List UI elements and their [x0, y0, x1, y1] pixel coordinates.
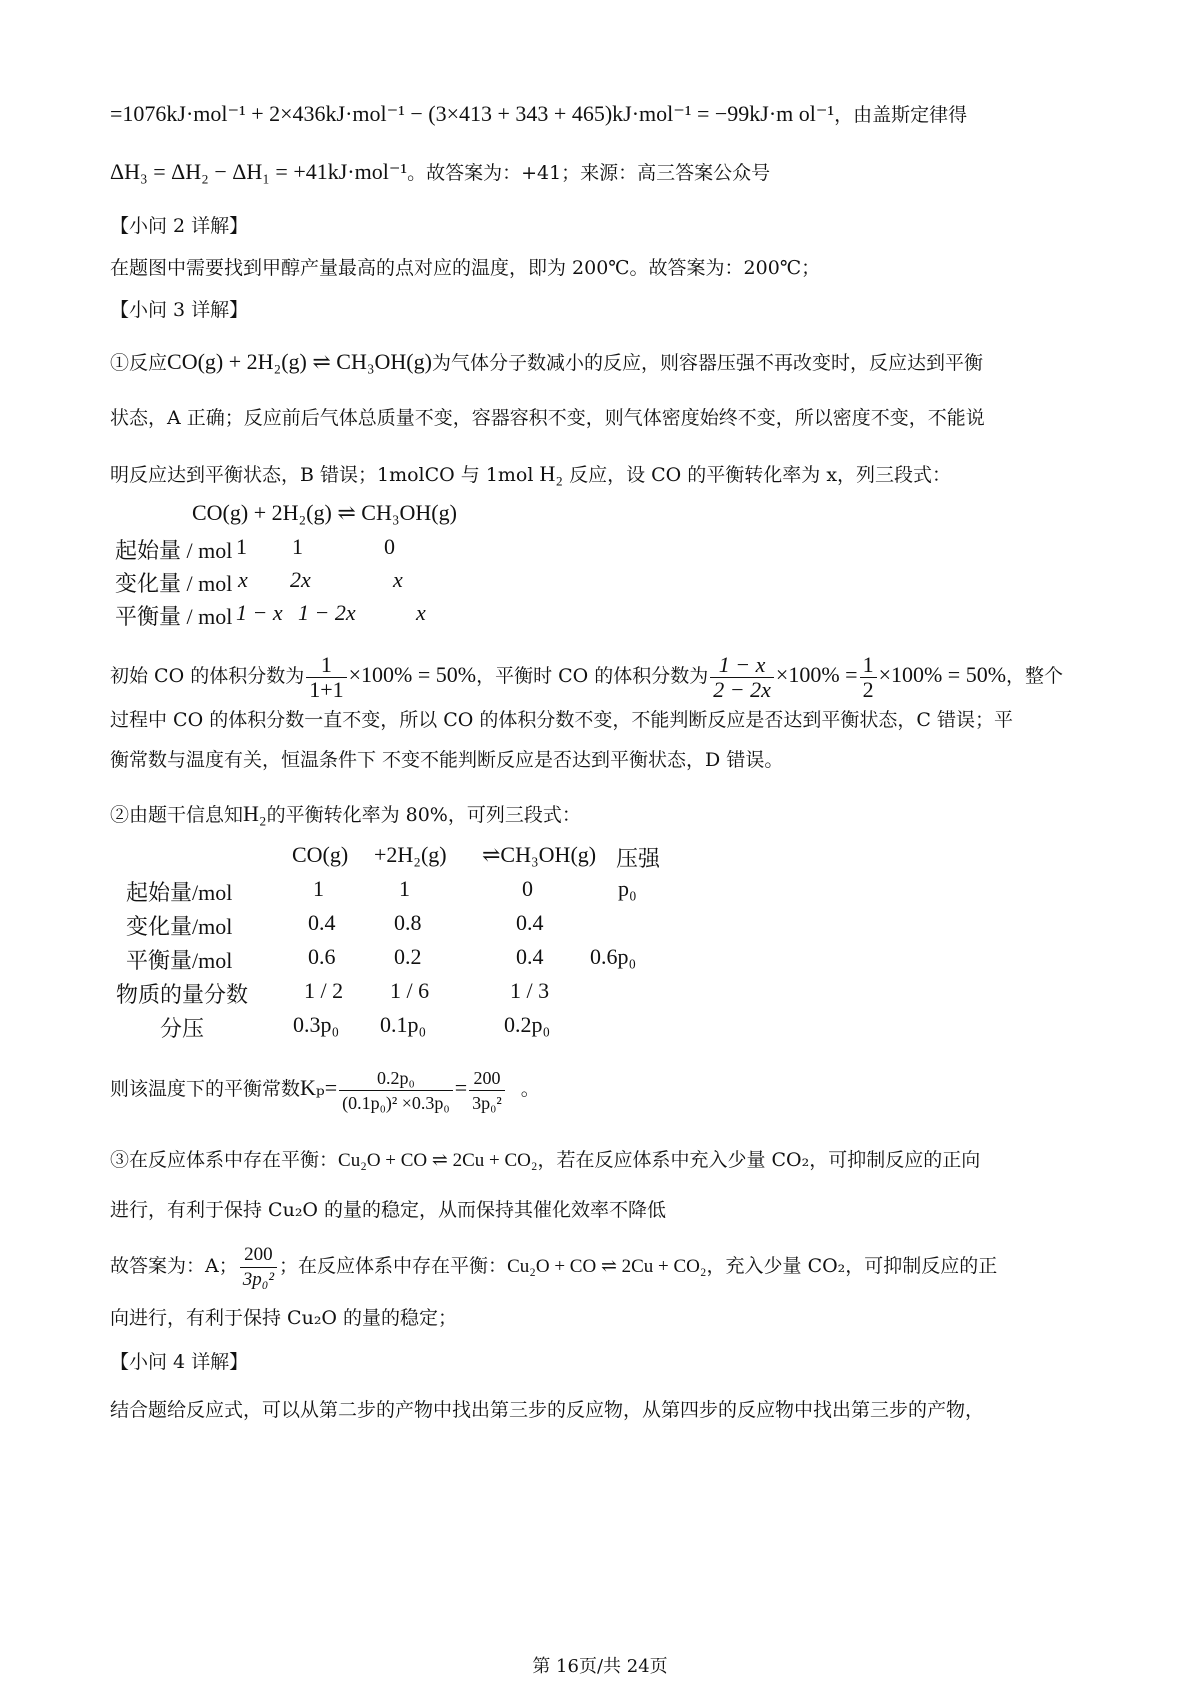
table-cell: 1 — [236, 534, 247, 559]
fraction-numerator: 1 − x — [710, 653, 774, 678]
three-stage-table-1 — [110, 500, 610, 630]
text-span: 。故答案为：+41；来源：高三答案公众号 — [407, 162, 771, 184]
text-span: ，整个 — [1006, 665, 1064, 687]
text-line — [110, 348, 983, 377]
paragraph: 结合题给反应式，可以从第二步的产物中找出第三步的反应物，从第四步的反应物中找出第三步的产物， — [110, 1399, 985, 1421]
text-span: 反应，设 CO 的平衡转化率为 x，列三段式： — [569, 464, 952, 486]
text-span: 初始 CO 的体积分数为 — [110, 665, 305, 687]
text-line — [110, 650, 1063, 700]
fraction — [240, 1243, 277, 1292]
row-label: 物质的量分数 — [116, 982, 249, 1007]
math-expression: ΔH₃ = ΔH₂ − ΔH₁ = +41kJ·mol⁻¹ — [110, 159, 408, 184]
math-expression: H₂ — [539, 461, 564, 486]
fraction-denominator: (0.1p₀)² ×0.3p₀ — [342, 1092, 450, 1113]
row-label: 变化量 / mol — [115, 571, 233, 596]
paragraph: 向进行，有利于保持 Cu₂O 的量的稳定； — [110, 1307, 458, 1329]
table-cell: x — [238, 567, 248, 592]
fraction — [469, 1066, 505, 1115]
math-expression: Cu₂O + CO ⇌ 2Cu + CO₂ — [338, 1150, 538, 1171]
table-cell: x — [416, 600, 426, 625]
text-span: 为气体分子数减小的反应，则容器压强不再改变时，反应达到平衡 — [431, 352, 983, 374]
text-span: ；在反应体系中存在平衡： — [279, 1255, 508, 1277]
section-heading: 【小问 3 详解】 — [110, 299, 249, 321]
text-span: ，若在反应体系中充入少量 CO₂，可抑制反应的正向 — [537, 1149, 981, 1171]
section-heading: 【小问 4 详解】 — [110, 1351, 249, 1373]
table-header: ⇌CH₃OH(g) — [482, 842, 597, 867]
table-cell: 1 − 2x — [298, 600, 356, 625]
table-cell: 0.2 — [394, 944, 422, 969]
fraction-denominator: 2 − 2x — [713, 676, 771, 702]
fraction-denominator: 2 — [862, 676, 874, 702]
text-span: ，由盖斯定律得 — [834, 104, 968, 126]
text-line — [110, 158, 770, 187]
paragraph: 状态，A 正确；反应前后气体总质量不变，容器容积不变，则气体密度始终不变，所以密度不变，不能说 — [110, 407, 985, 429]
text-span: ③在反应体系中存在平衡： — [110, 1149, 339, 1171]
table-cell: p₀ — [618, 876, 637, 901]
table-cell: 0.6p₀ — [590, 944, 637, 969]
text-span: 则该温度下的平衡常数 — [110, 1078, 301, 1100]
text-line — [110, 460, 951, 489]
table-cell: 0.1p₀ — [380, 1012, 427, 1037]
row-label: 平衡量 / mol — [115, 604, 233, 629]
table-cell: 1 — [292, 534, 303, 559]
text-line — [110, 1240, 997, 1292]
paragraph: 过程中 CO 的体积分数一直不变，所以 CO 的体积分数不变，不能判断反应是否达到平衡状态，C 错误；平 — [110, 709, 1013, 731]
table-cell: 0.4 — [516, 944, 544, 969]
table-cell: x — [393, 567, 403, 592]
text-span: ①反应 — [110, 352, 168, 374]
table-header: CO(g) + 2H₂(g) ⇌ CH₃OH(g) — [192, 500, 457, 525]
text-span: 明反应达到平衡状态，B 错误；1molCO 与 1mol — [110, 464, 534, 486]
math-expression: Kₚ= — [300, 1075, 338, 1100]
fraction — [306, 653, 346, 702]
table-cell: 0.3p₀ — [293, 1012, 340, 1037]
table-cell: 0 — [522, 876, 533, 901]
table-cell: 1 / 2 — [304, 978, 344, 1003]
table-cell: 1 — [313, 876, 324, 901]
table-cell: 0.4 — [308, 910, 336, 935]
table-cell: 1 / 6 — [390, 978, 430, 1003]
fraction-numerator: 200 — [469, 1066, 505, 1091]
text-span: ，充入少量 CO₂，可抑制反应的正 — [706, 1255, 998, 1277]
math-expression: ×100% = 50% — [878, 662, 1007, 687]
fraction — [339, 1066, 453, 1115]
row-label: 起始量 / mol — [115, 538, 233, 563]
math-expression: H₂ — [243, 801, 267, 826]
paragraph: 衡常数与温度有关，恒温条件下 不变不能判断反应是否达到平衡状态，D 错误。 — [110, 749, 784, 771]
math-expression: = — [454, 1075, 468, 1100]
section-heading: 【小问 2 详解】 — [110, 215, 249, 237]
table-cell: 1 − x — [236, 600, 283, 625]
text-span: 的平衡转化率为 80%，可列三段式： — [266, 804, 581, 826]
fraction-numerator: 0.2p₀ — [339, 1066, 453, 1091]
text-span: 故答案为：A； — [110, 1255, 238, 1277]
table-cell: 0.8 — [394, 910, 422, 935]
text-line — [110, 800, 581, 829]
math-expression: ×100% = — [775, 662, 858, 687]
table-header: CO(g) — [292, 842, 349, 867]
table-cell: 1 — [399, 876, 410, 901]
row-label: 起始量/mol — [126, 880, 233, 905]
fraction-numerator: 200 — [240, 1243, 277, 1268]
table-cell: 0.4 — [516, 910, 544, 935]
table-header: +2H₂(g) — [374, 842, 447, 867]
row-label: 分压 — [160, 1016, 205, 1041]
fraction-denominator: 1+1 — [309, 676, 344, 702]
text-span: 。 — [520, 1078, 540, 1100]
table-cell: 0.2p₀ — [504, 1012, 551, 1037]
table-cell: 1 / 3 — [510, 978, 550, 1003]
three-stage-table-2 — [110, 842, 730, 1042]
fraction-denominator: 3p₀² — [242, 1268, 275, 1290]
table-cell: 0.6 — [308, 944, 336, 969]
table-cell: 0 — [384, 534, 395, 559]
table-cell: 2x — [290, 567, 311, 592]
text-line — [110, 1060, 540, 1116]
text-line — [110, 1146, 980, 1175]
math-expression: Cu₂O + CO ⇌ 2Cu + CO₂ — [507, 1256, 707, 1277]
fraction — [710, 653, 774, 702]
fraction-numerator: 1 — [860, 653, 877, 678]
math-expression: =1076kJ·mol⁻¹ + 2×436kJ·mol⁻¹ − (3×413 + 343 + 465)kJ·mol⁻¹ = −99kJ·m ol⁻¹ — [110, 101, 835, 126]
text-line — [110, 100, 967, 129]
math-expression: ×100% = 50% — [348, 662, 477, 687]
text-span: ，平衡时 CO 的体积分数为 — [476, 665, 709, 687]
text-span: ②由题干信息知 — [110, 804, 244, 826]
row-label: 变化量/mol — [126, 914, 233, 939]
paragraph: 进行，有利于保持 Cu₂O 的量的稳定，从而保持其催化效率不降低 — [110, 1199, 667, 1221]
math-expression: CO(g) + 2H₂(g) ⇌ CH₃OH(g) — [167, 349, 432, 374]
fraction-numerator: 1 — [306, 653, 346, 678]
fraction-denominator: 3p₀² — [472, 1092, 502, 1113]
page-footer: 第 16页/共 24页 — [532, 1656, 668, 1677]
row-label: 平衡量/mol — [126, 948, 233, 973]
paragraph: 在题图中需要找到甲醇产量最高的点对应的温度，即为 200℃。故答案为：200℃； — [110, 257, 821, 279]
table-header: 压强 — [616, 846, 661, 871]
fraction — [860, 653, 877, 702]
